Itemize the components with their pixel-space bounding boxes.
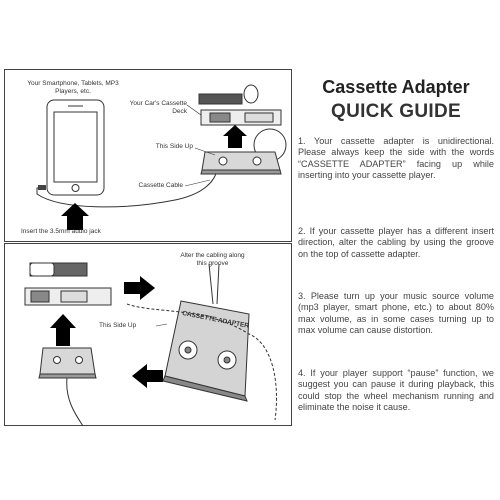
- arrow-up-icon: [223, 125, 247, 148]
- cassette-deck-icon: [25, 263, 111, 305]
- groove-label: Alter the cabling along this groove: [180, 252, 245, 267]
- guide-subtitle: QUICK GUIDE: [331, 101, 461, 122]
- cassette-adapter-icon: [201, 152, 281, 174]
- side-up-label: This Side Up: [155, 143, 193, 150]
- figure-insert-direction-diagram: [4, 243, 292, 426]
- devices-label: Your Smartphone, Tablets, MP3 Players, etc.: [27, 80, 119, 95]
- insert-direction-illustration: [5, 244, 293, 427]
- cable-label: Cassette Cable: [138, 182, 183, 189]
- arrow-up-icon: [61, 203, 89, 230]
- arrow-up-icon: [50, 314, 76, 346]
- figure-usage-diagram: [4, 69, 292, 242]
- guide-title: Cassette Adapter: [322, 77, 470, 97]
- guide-step-1: 1. Your cassette adapter is unidirectional. Please always keep the side with the words “CASSETTE ADAPTER” facing up while inserting into your cassette player.: [298, 136, 494, 181]
- guide-step-2: 2. If your cassette player has a different insert direction, alter the cabling by using the groove on the top of cassette adapter.: [298, 226, 494, 259]
- cassette-deck-icon: [199, 85, 281, 125]
- quick-guide: [298, 76, 494, 413]
- guide-step-4: 4. If your player support “pause” function, we suggest you can pause it during playback, this could stop the wheel mechanism running and eliminate the noise it cause.: [298, 368, 494, 413]
- arrow-right-icon: [124, 276, 155, 300]
- smartphone-icon: [47, 100, 104, 195]
- cassette-adapter-icon: [39, 348, 96, 378]
- side-up-label: This Side Up: [99, 322, 137, 329]
- jack-label: Insert the 3.5mm audio jack: [21, 228, 101, 235]
- cassette-adapter-text: CASSETTE ADAPTER: [181, 310, 250, 330]
- deck-label: Your Car's Cassette Deck: [129, 100, 187, 115]
- guide-step-3: 3. Please turn up your music source volume (mp3 player, smart phone, etc.) to about 80% max volume, as in some cases turning up to max volume can cause distortion.: [298, 291, 494, 336]
- arrow-left-icon: [132, 364, 163, 388]
